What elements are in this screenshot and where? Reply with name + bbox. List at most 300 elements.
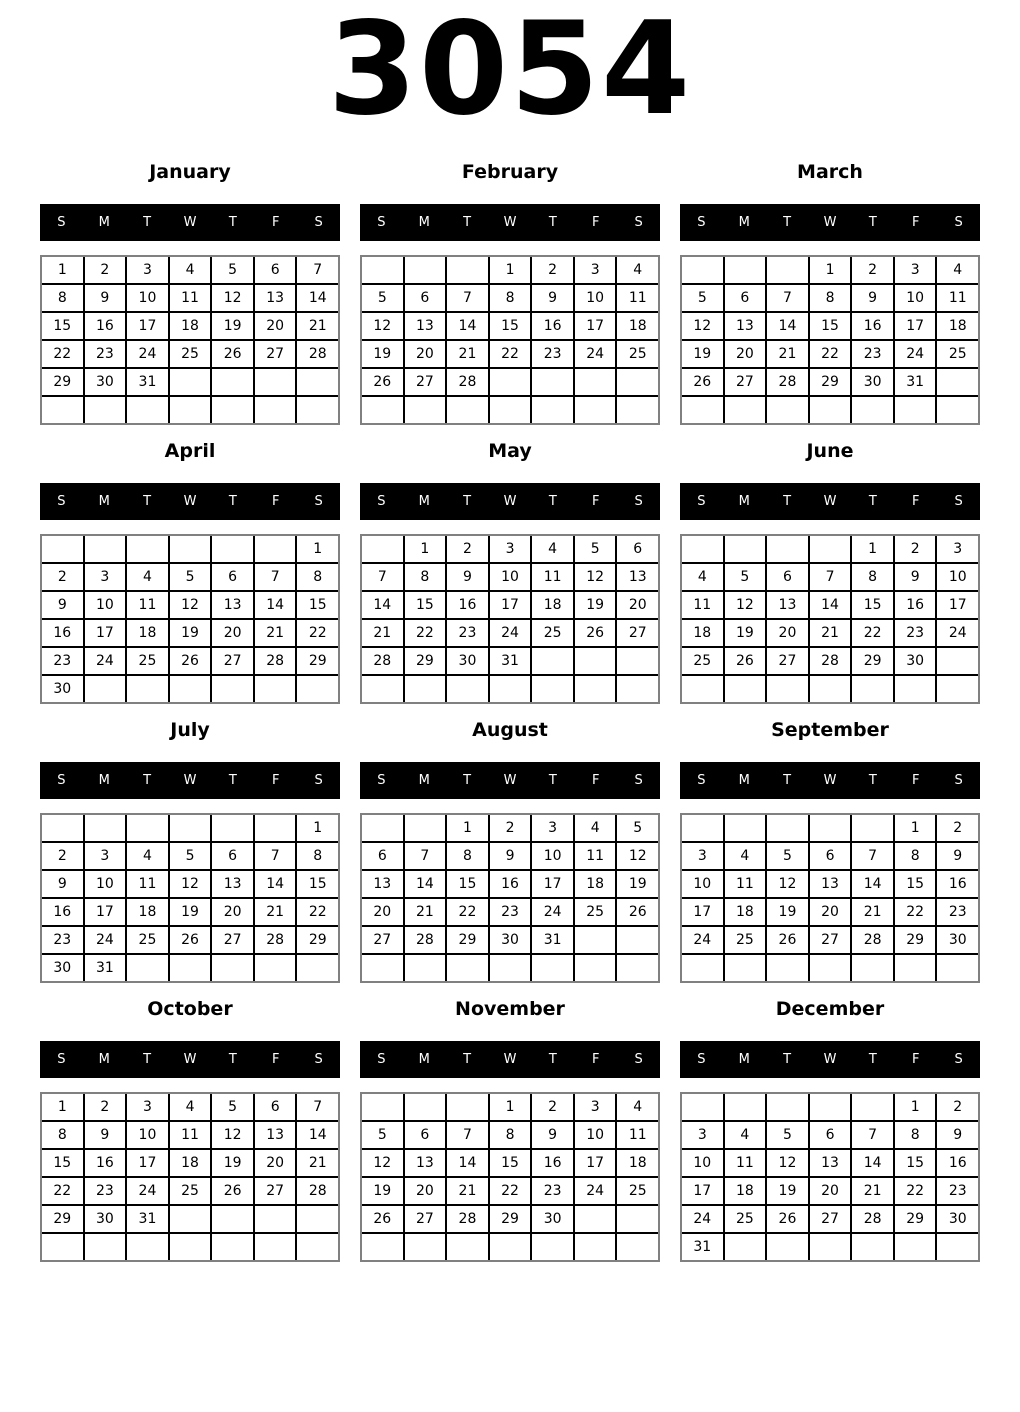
empty-cell	[895, 955, 938, 981]
weekday-label: W	[503, 494, 517, 509]
month-calendar	[360, 718, 660, 983]
month-calendar	[680, 439, 980, 704]
weekday-label: S	[954, 773, 963, 788]
date-cell: 27	[405, 369, 448, 397]
weekday-header	[360, 204, 660, 241]
weekday-label: T	[143, 215, 152, 230]
date-cell: 19	[725, 620, 768, 648]
empty-cell	[852, 676, 895, 702]
date-cell: 5	[617, 815, 658, 843]
date-cell: 11	[127, 592, 170, 620]
weekday-label: T	[548, 494, 557, 509]
date-cell: 18	[532, 592, 575, 620]
date-cell: 16	[85, 313, 128, 341]
date-cell: 6	[362, 843, 405, 871]
date-cell: 29	[895, 1206, 938, 1234]
weekday-label: T	[548, 773, 557, 788]
empty-cell	[532, 955, 575, 981]
date-cell: 28	[255, 927, 298, 955]
date-cell: 9	[532, 1122, 575, 1150]
empty-cell	[405, 815, 448, 843]
date-cell: 25	[127, 648, 170, 676]
date-cell: 13	[255, 285, 298, 313]
date-row	[362, 257, 658, 285]
weekday-label: T	[783, 494, 792, 509]
weekday-header	[40, 1041, 340, 1078]
date-cell: 23	[85, 1178, 128, 1206]
date-row	[42, 285, 338, 313]
date-cell: 24	[127, 341, 170, 369]
date-cell: 1	[405, 536, 448, 564]
date-cell: 20	[810, 1178, 853, 1206]
date-cell: 2	[447, 536, 490, 564]
date-row	[42, 536, 338, 564]
date-cell: 8	[447, 843, 490, 871]
date-cell: 18	[725, 899, 768, 927]
date-cell: 12	[575, 564, 618, 592]
weekday-label: T	[228, 494, 237, 509]
empty-cell	[212, 536, 255, 564]
date-row	[42, 843, 338, 871]
date-row	[362, 871, 658, 899]
date-cell: 16	[937, 1150, 978, 1178]
date-cell: 4	[127, 843, 170, 871]
empty-cell	[127, 676, 170, 702]
date-grid	[40, 813, 340, 983]
date-cell: 17	[575, 313, 618, 341]
date-cell: 9	[447, 564, 490, 592]
date-cell: 22	[895, 899, 938, 927]
date-cell: 26	[682, 369, 725, 397]
month-calendar	[40, 718, 340, 983]
date-cell: 8	[405, 564, 448, 592]
date-cell: 27	[767, 648, 810, 676]
date-cell: 14	[447, 1150, 490, 1178]
date-row	[42, 257, 338, 285]
weekday-label: T	[228, 215, 237, 230]
empty-cell	[490, 369, 533, 397]
date-cell: 13	[810, 871, 853, 899]
month-calendar	[360, 439, 660, 704]
empty-cell	[297, 397, 338, 423]
date-cell: 26	[767, 927, 810, 955]
weekday-label: S	[634, 1052, 643, 1067]
date-cell: 20	[405, 341, 448, 369]
date-row	[362, 899, 658, 927]
date-cell: 26	[170, 927, 213, 955]
date-row	[362, 1122, 658, 1150]
date-cell: 1	[490, 1094, 533, 1122]
empty-cell	[212, 369, 255, 397]
date-grid	[360, 1092, 660, 1262]
date-cell: 25	[617, 341, 658, 369]
date-cell: 21	[767, 341, 810, 369]
empty-cell	[575, 1206, 618, 1234]
date-cell: 28	[852, 927, 895, 955]
date-cell: 14	[297, 1122, 338, 1150]
date-grid	[680, 813, 980, 983]
date-cell: 14	[255, 592, 298, 620]
empty-cell	[895, 676, 938, 702]
weekday-label: T	[143, 1052, 152, 1067]
weekday-label: F	[911, 494, 920, 509]
date-cell: 31	[895, 369, 938, 397]
date-cell: 19	[212, 313, 255, 341]
date-cell: 10	[127, 1122, 170, 1150]
date-cell: 29	[852, 648, 895, 676]
empty-cell	[810, 536, 853, 564]
date-cell: 18	[937, 313, 978, 341]
date-cell: 10	[682, 1150, 725, 1178]
date-cell: 19	[767, 899, 810, 927]
month-calendar	[680, 997, 980, 1262]
empty-cell	[575, 369, 618, 397]
date-row	[42, 1122, 338, 1150]
weekday-label: F	[911, 215, 920, 230]
date-cell: 12	[767, 1150, 810, 1178]
date-cell: 5	[767, 843, 810, 871]
empty-cell	[937, 955, 978, 981]
date-cell: 15	[895, 871, 938, 899]
date-cell: 2	[532, 257, 575, 285]
date-cell: 18	[682, 620, 725, 648]
empty-cell	[127, 397, 170, 423]
date-cell: 24	[895, 341, 938, 369]
date-cell: 16	[937, 871, 978, 899]
date-cell: 24	[575, 1178, 618, 1206]
date-cell: 3	[532, 815, 575, 843]
empty-cell	[767, 1234, 810, 1260]
weekday-label: T	[868, 773, 877, 788]
date-cell: 11	[682, 592, 725, 620]
weekday-label: M	[738, 773, 750, 788]
date-cell: 17	[682, 899, 725, 927]
date-cell: 6	[405, 1122, 448, 1150]
date-cell: 28	[405, 927, 448, 955]
month-calendar	[360, 997, 660, 1262]
date-cell: 28	[297, 341, 338, 369]
date-cell: 19	[767, 1178, 810, 1206]
weekday-header	[680, 1041, 980, 1078]
date-row	[42, 648, 338, 676]
empty-cell	[937, 648, 978, 676]
date-cell: 29	[42, 369, 85, 397]
date-cell: 7	[767, 285, 810, 313]
date-cell: 5	[212, 1094, 255, 1122]
date-cell: 7	[405, 843, 448, 871]
date-cell: 13	[405, 313, 448, 341]
empty-cell	[447, 397, 490, 423]
date-cell: 20	[212, 899, 255, 927]
date-cell: 23	[447, 620, 490, 648]
date-cell: 15	[42, 1150, 85, 1178]
date-cell: 6	[255, 257, 298, 285]
empty-cell	[212, 1206, 255, 1234]
date-cell: 9	[852, 285, 895, 313]
date-grid	[360, 813, 660, 983]
date-cell: 15	[852, 592, 895, 620]
date-cell: 16	[42, 899, 85, 927]
date-cell: 27	[405, 1206, 448, 1234]
weekday-label: T	[228, 773, 237, 788]
date-row	[362, 620, 658, 648]
date-row	[42, 676, 338, 702]
date-cell: 7	[297, 257, 338, 285]
date-cell: 2	[937, 815, 978, 843]
date-row	[42, 564, 338, 592]
date-cell: 15	[490, 313, 533, 341]
month-title: October	[147, 998, 233, 1020]
empty-cell	[682, 815, 725, 843]
date-cell: 20	[405, 1178, 448, 1206]
date-row	[362, 1234, 658, 1260]
date-cell: 12	[725, 592, 768, 620]
date-row	[42, 313, 338, 341]
weekday-label: F	[591, 773, 600, 788]
date-cell: 11	[575, 843, 618, 871]
empty-cell	[85, 815, 128, 843]
date-cell: 23	[937, 1178, 978, 1206]
empty-cell	[255, 676, 298, 702]
date-cell: 15	[297, 871, 338, 899]
date-cell: 9	[85, 1122, 128, 1150]
date-cell: 22	[405, 620, 448, 648]
date-cell: 23	[937, 899, 978, 927]
empty-cell	[170, 815, 213, 843]
date-cell: 16	[42, 620, 85, 648]
empty-cell	[852, 1094, 895, 1122]
empty-cell	[255, 815, 298, 843]
date-cell: 25	[617, 1178, 658, 1206]
empty-cell	[212, 397, 255, 423]
date-cell: 3	[575, 1094, 618, 1122]
empty-cell	[617, 1206, 658, 1234]
date-cell: 17	[937, 592, 978, 620]
month-calendar	[40, 439, 340, 704]
weekday-label: S	[57, 1052, 66, 1067]
empty-cell	[127, 536, 170, 564]
date-row	[682, 285, 978, 313]
empty-cell	[490, 1234, 533, 1260]
date-cell: 16	[532, 1150, 575, 1178]
weekday-label: T	[143, 494, 152, 509]
date-cell: 4	[682, 564, 725, 592]
date-cell: 20	[255, 1150, 298, 1178]
weekday-label: W	[823, 494, 837, 509]
empty-cell	[255, 1206, 298, 1234]
empty-cell	[725, 257, 768, 285]
weekday-label: S	[377, 494, 386, 509]
date-cell: 25	[682, 648, 725, 676]
weekday-label: W	[503, 215, 517, 230]
date-cell: 16	[895, 592, 938, 620]
empty-cell	[575, 676, 618, 702]
date-cell: 20	[362, 899, 405, 927]
date-row	[682, 648, 978, 676]
date-cell: 13	[405, 1150, 448, 1178]
date-cell: 13	[725, 313, 768, 341]
empty-cell	[767, 955, 810, 981]
date-cell: 8	[490, 285, 533, 313]
date-row	[42, 620, 338, 648]
weekday-label: M	[98, 494, 110, 509]
weekday-label: W	[183, 215, 197, 230]
date-cell: 22	[895, 1178, 938, 1206]
date-grid	[680, 1092, 980, 1262]
date-cell: 17	[895, 313, 938, 341]
months-grid	[0, 160, 1020, 1262]
empty-cell	[725, 397, 768, 423]
weekday-label: M	[738, 494, 750, 509]
date-cell: 11	[725, 1150, 768, 1178]
date-cell: 12	[212, 285, 255, 313]
empty-cell	[362, 257, 405, 285]
date-cell: 14	[767, 313, 810, 341]
weekday-label: W	[503, 1052, 517, 1067]
date-cell: 2	[42, 564, 85, 592]
date-row	[42, 1178, 338, 1206]
weekday-label: T	[548, 215, 557, 230]
date-cell: 20	[617, 592, 658, 620]
empty-cell	[725, 955, 768, 981]
date-cell: 11	[725, 871, 768, 899]
empty-cell	[767, 257, 810, 285]
date-cell: 30	[852, 369, 895, 397]
date-cell: 9	[532, 285, 575, 313]
date-cell: 8	[895, 1122, 938, 1150]
date-cell: 5	[767, 1122, 810, 1150]
date-cell: 26	[575, 620, 618, 648]
date-cell: 20	[810, 899, 853, 927]
empty-cell	[362, 397, 405, 423]
weekday-label: S	[57, 773, 66, 788]
date-cell: 18	[725, 1178, 768, 1206]
date-cell: 30	[85, 369, 128, 397]
date-cell: 31	[532, 927, 575, 955]
date-cell: 1	[42, 257, 85, 285]
empty-cell	[532, 1234, 575, 1260]
date-cell: 12	[170, 871, 213, 899]
date-cell: 18	[617, 1150, 658, 1178]
month-title: March	[797, 161, 863, 183]
date-cell: 13	[255, 1122, 298, 1150]
empty-cell	[852, 1234, 895, 1260]
date-row	[682, 1150, 978, 1178]
date-cell: 17	[532, 871, 575, 899]
date-cell: 24	[937, 620, 978, 648]
date-cell: 7	[810, 564, 853, 592]
date-cell: 6	[810, 843, 853, 871]
date-grid	[40, 255, 340, 425]
date-cell: 16	[532, 313, 575, 341]
date-cell: 14	[255, 871, 298, 899]
date-cell: 30	[447, 648, 490, 676]
date-grid	[360, 255, 660, 425]
weekday-label: W	[183, 1052, 197, 1067]
date-cell: 21	[447, 1178, 490, 1206]
date-row	[42, 1206, 338, 1234]
date-cell: 25	[170, 1178, 213, 1206]
empty-cell	[170, 676, 213, 702]
empty-cell	[297, 369, 338, 397]
date-cell: 12	[682, 313, 725, 341]
date-cell: 4	[127, 564, 170, 592]
weekday-label: M	[418, 215, 430, 230]
weekday-header	[360, 483, 660, 520]
date-cell: 14	[810, 592, 853, 620]
date-cell: 9	[895, 564, 938, 592]
date-cell: 22	[297, 620, 338, 648]
empty-cell	[852, 815, 895, 843]
date-cell: 10	[85, 871, 128, 899]
empty-cell	[575, 927, 618, 955]
date-cell: 4	[170, 257, 213, 285]
date-row	[682, 676, 978, 702]
date-cell: 27	[362, 927, 405, 955]
empty-cell	[255, 955, 298, 981]
weekday-label: S	[314, 215, 323, 230]
month-title: November	[455, 998, 565, 1020]
date-cell: 30	[532, 1206, 575, 1234]
date-cell: 19	[362, 1178, 405, 1206]
weekday-label: T	[783, 215, 792, 230]
date-row	[362, 397, 658, 423]
date-row	[42, 927, 338, 955]
date-cell: 2	[937, 1094, 978, 1122]
empty-cell	[725, 676, 768, 702]
weekday-label: T	[463, 1052, 472, 1067]
date-cell: 8	[297, 564, 338, 592]
weekday-label: M	[738, 215, 750, 230]
date-cell: 12	[212, 1122, 255, 1150]
date-row	[362, 843, 658, 871]
empty-cell	[937, 397, 978, 423]
date-cell: 9	[85, 285, 128, 313]
date-row	[42, 1094, 338, 1122]
date-cell: 9	[490, 843, 533, 871]
month-calendar	[680, 718, 980, 983]
weekday-label: F	[591, 1052, 600, 1067]
date-cell: 19	[212, 1150, 255, 1178]
month-calendar	[40, 160, 340, 425]
date-cell: 21	[810, 620, 853, 648]
date-cell: 23	[490, 899, 533, 927]
date-cell: 13	[617, 564, 658, 592]
date-cell: 8	[490, 1122, 533, 1150]
empty-cell	[617, 927, 658, 955]
empty-cell	[212, 815, 255, 843]
empty-cell	[810, 397, 853, 423]
weekday-label: T	[463, 215, 472, 230]
date-row	[682, 620, 978, 648]
weekday-label: S	[634, 494, 643, 509]
empty-cell	[447, 1094, 490, 1122]
date-cell: 9	[937, 1122, 978, 1150]
date-row	[362, 1206, 658, 1234]
date-row	[682, 1234, 978, 1260]
date-row	[362, 369, 658, 397]
date-row	[682, 899, 978, 927]
date-cell: 13	[810, 1150, 853, 1178]
date-cell: 13	[767, 592, 810, 620]
date-cell: 3	[490, 536, 533, 564]
date-cell: 30	[937, 1206, 978, 1234]
date-cell: 9	[937, 843, 978, 871]
empty-cell	[212, 1234, 255, 1260]
empty-cell	[490, 955, 533, 981]
empty-cell	[725, 1234, 768, 1260]
date-cell: 23	[42, 648, 85, 676]
